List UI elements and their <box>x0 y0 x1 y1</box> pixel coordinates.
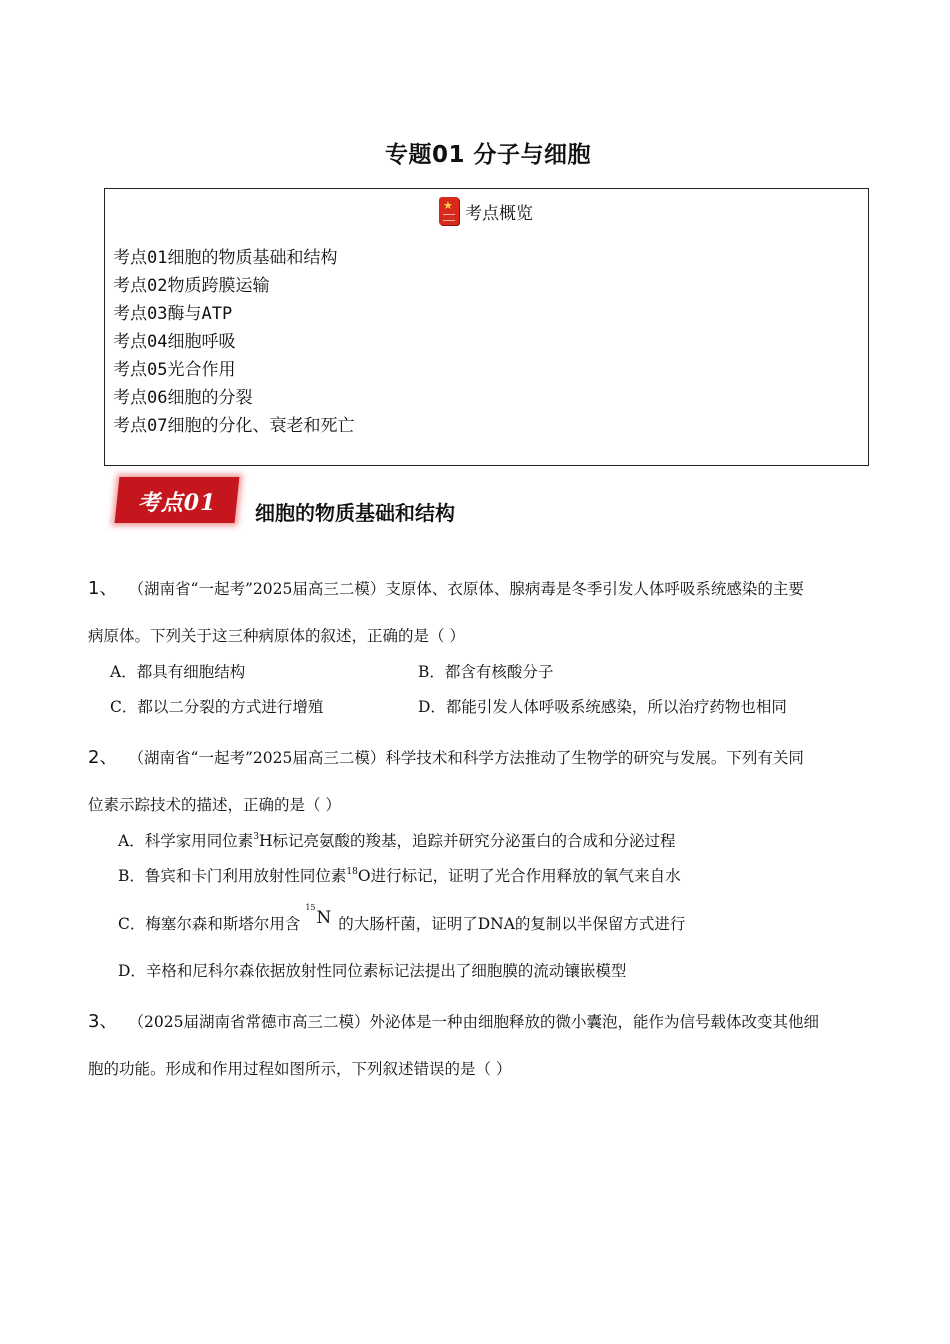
question-number: 2、 <box>88 747 118 768</box>
overview-item: 考点06细胞的分裂 <box>113 388 253 408</box>
question-text: （湖南省“一起考”2025届高三二模）支原体、衣原体、腺病毒是冬季引发人体呼吸系统感染的主要 <box>128 580 804 598</box>
question-2-line-2: 位素示踪技术的描述，正确的是（ ） <box>88 796 341 814</box>
option-text: H标记亮氨酸的羧基，追踪并研究分泌蛋白的合成和分泌过程 <box>258 832 676 850</box>
option-text: C．梅塞尔森和斯塔尔用含 <box>118 915 301 933</box>
option-d: D．都能引发人体呼吸系统感染，所以治疗药物也相同 <box>418 698 787 716</box>
overview-item: 考点01细胞的物质基础和结构 <box>113 248 338 268</box>
overview-item: 考点02物质跨膜运输 <box>113 276 270 296</box>
option-d: D．辛格和尼科尔森依据放射性同位素标记法提出了细胞膜的流动镶嵌模型 <box>118 962 627 980</box>
isotope-mass: 3 <box>253 832 259 842</box>
overview-list <box>113 244 354 440</box>
option-text: A．科学家用同位素 <box>118 832 254 850</box>
option-text: 的大肠杆菌，证明了DNA的复制以半保留方式进行 <box>338 915 686 933</box>
question-3-line-2: 胞的功能。形成和作用过程如图所示，下列叙述错误的是（ ） <box>88 1060 512 1078</box>
overview-heading: 考点概览 <box>465 204 533 224</box>
option-b: B．都含有核酸分子 <box>418 663 554 681</box>
question-1-line-2: 病原体。下列关于这三种病原体的叙述，正确的是（ ） <box>88 627 465 645</box>
question-text: （湖南省“一起考”2025届高三二模）科学技术和科学方法推动了生物学的研究与发展。下列有关同 <box>128 749 804 767</box>
isotope-mass: 15 <box>305 903 316 912</box>
question-3-line-1 <box>88 1007 819 1033</box>
overview-header <box>439 189 533 225</box>
question-number: 3、 <box>88 1011 118 1032</box>
overview-item: 考点03酶与ATP <box>113 304 233 324</box>
option-c <box>118 903 686 934</box>
overview-item: 考点07细胞的分化、衰老和死亡 <box>113 416 355 436</box>
badge-label: 考点01 <box>137 490 217 516</box>
isotope-mass: 18 <box>346 867 358 877</box>
option-text: B．鲁宾和卡门利用放射性同位素 <box>118 867 347 885</box>
option-b <box>118 864 681 886</box>
option-a <box>118 829 675 851</box>
question-text: （2025届湖南省常德市高三二模）外泌体是一种由细胞释放的微小囊泡，能作为信号载体改变其他细 <box>128 1013 819 1031</box>
option-c: C．都以二分裂的方式进行增殖 <box>110 698 324 716</box>
question-number: 1、 <box>88 578 118 599</box>
isotope-formula <box>305 903 333 931</box>
overview-box <box>104 188 869 466</box>
section-badge <box>117 477 237 523</box>
question-2-line-1 <box>88 743 804 769</box>
option-text: O进行标记，证明了光合作用释放的氧气来自水 <box>357 867 681 885</box>
element-symbol: N <box>316 908 332 928</box>
option-a: A．都具有细胞结构 <box>110 663 246 681</box>
page-title: 专题01 分子与细胞 <box>384 142 591 168</box>
question-1-line-1 <box>88 574 804 600</box>
book-icon: ★ <box>439 197 459 225</box>
overview-item: 考点05光合作用 <box>113 360 236 380</box>
section-title: 细胞的物质基础和结构 <box>255 501 455 525</box>
overview-item: 考点04细胞呼吸 <box>113 332 236 352</box>
